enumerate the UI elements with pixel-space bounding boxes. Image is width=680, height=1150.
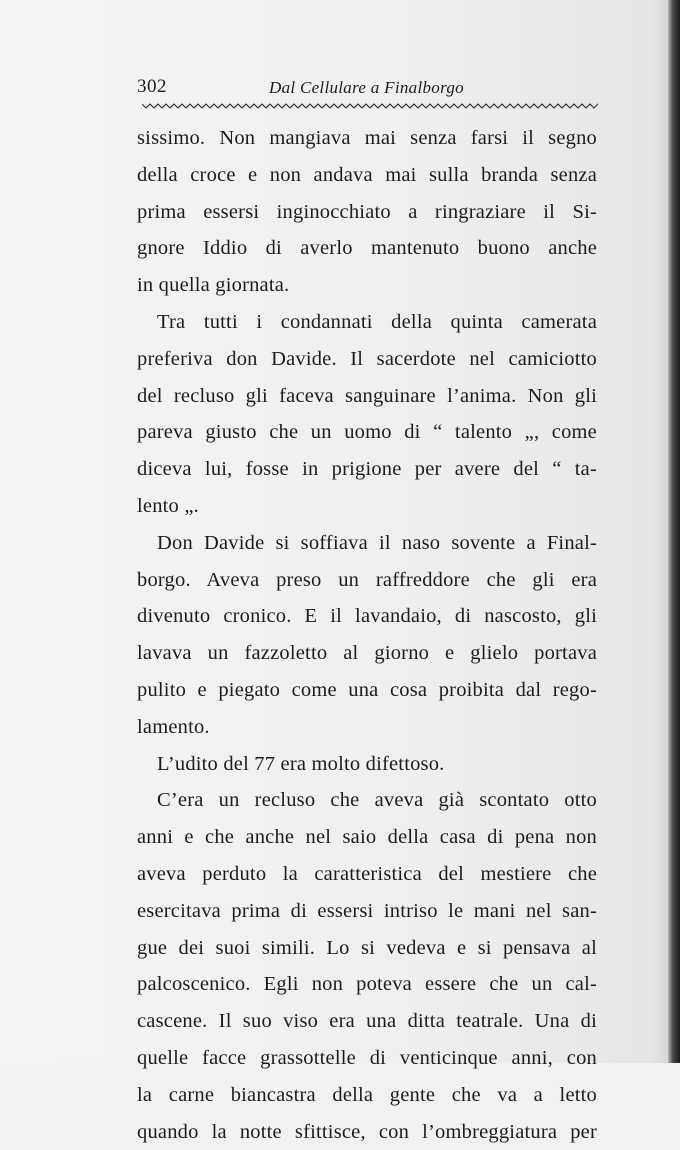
text-line: Tra tutti i condannati della quinta camerata [157,310,597,333]
text-line: della croce e non andava mai sulla branda senza [137,163,597,186]
text-line: Don Davide si soffiava il naso sovente a Final- [157,531,597,554]
page-header [137,72,597,102]
text-line: aveva perduto la caratteristica del mestiere che [137,862,597,885]
text-line: anni e che anche nel saio della casa di pena non [137,826,597,849]
book-spine-edge [668,0,680,1063]
text-line: sissimo. Non mangiava mai senza farsi il segno [137,127,597,149]
text-line: diceva lui, fosse in prigione per avere del “ ta- [137,458,597,481]
text-line: preferiva don Davide. Il sacerdote nel camiciotto [137,347,597,370]
text-line: borgo. Aveva preso un raffreddore che gli era [137,568,597,591]
page-number: 302 [137,76,167,97]
text-line: lamento. [137,715,210,738]
text-line: prima essersi inginocchiato a ringraziare il Si- [137,200,597,223]
text-line: in quella giornata. [137,274,290,297]
running-title: Dal Cellulare a Finalborgo [269,78,464,97]
text-line: pulito e piegato come una cosa proibita dal rego- [137,678,597,701]
text-line: cascene. Il suo viso era una ditta teatrale. Una di [137,1010,597,1033]
text-line: la carne biancastra della gente che va a letto [137,1083,597,1106]
text-line: quelle facce grassottelle di venticinque anni, con [137,1046,597,1069]
text-line: pareva giusto che un uomo di “ talento „, come [137,421,597,444]
text-line: palcoscenico. Egli non poteva essere che un cal- [137,973,597,996]
text-line: lento „. [137,494,199,517]
text-line: C’era un recluso che aveva già scontato otto [157,789,597,812]
text-line: lavava un fazzoletto al giorno e glielo portava [137,642,597,665]
text-line: quando la notte sfittisce, con l’ombreggiatura per [137,1120,597,1143]
text-line: divenuto cronico. E il lavandaio, di nascosto, gli [137,605,597,628]
text-line: gnore Iddio di averlo mantenuto buono anche [137,237,597,260]
text-line: del recluso gli faceva sanguinare l’anima. Non gli [137,384,597,407]
text-line: gue dei suoi simili. Lo si vedeva e si pensava al [137,936,597,959]
body-text [137,120,597,1150]
text-line: esercitava prima di essersi intriso le mani nel san- [137,899,597,922]
text-line: L’udito del 77 era molto difettoso. [157,752,445,775]
ornamental-rule [142,100,598,112]
